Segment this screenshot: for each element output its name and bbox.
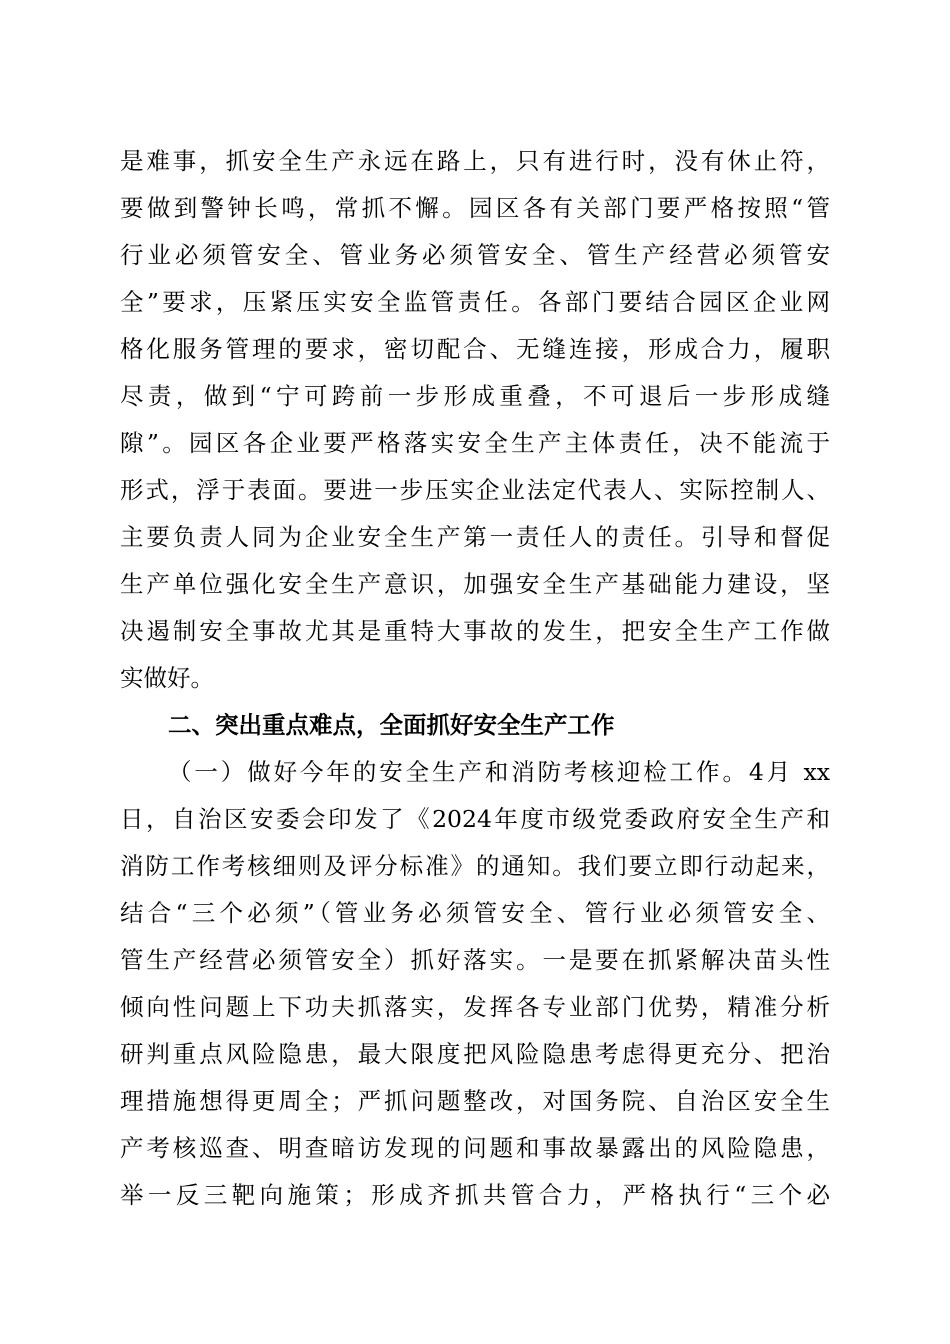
body-line: 要做到警钟长鸣，常抓不懈。园区各有关部门要严格按照“管 bbox=[120, 194, 830, 222]
body-line: 研判重点风险隐患，最大限度把风险隐患考虑得更充分、把治 bbox=[120, 1040, 830, 1068]
body-line: 尽责，做到“宁可跨前一步形成重叠，不可退后一步形成缝 bbox=[120, 382, 830, 410]
subsection-line: （一）做好今年的安全生产和消防考核迎检工作。4月 xx bbox=[168, 758, 830, 786]
body-line: 倾向性问题上下功夫抓落实，发挥各专业部门优势，精准分析 bbox=[120, 993, 830, 1021]
body-line: 决遏制安全事故尤其是重特大事故的发生，把安全生产工作做 bbox=[120, 617, 830, 645]
body-line: 隙”。园区各企业要严格落实安全生产主体责任，决不能流于 bbox=[120, 429, 830, 457]
body-line: 管生产经营必须管安全）抓好落实。一是要在抓紧解决苗头性 bbox=[120, 946, 830, 974]
body-line: 举一反三靶向施策；形成齐抓共管合力，严格执行“三个必 bbox=[120, 1181, 830, 1209]
section-heading: 二、突出重点难点，全面抓好安全生产工作 bbox=[168, 711, 615, 739]
body-line: 是难事，抓安全生产永远在路上，只有进行时，没有休止符， bbox=[120, 147, 830, 175]
body-line: 消防工作考核细则及评分标准》的通知。我们要立即行动起来， bbox=[120, 852, 830, 880]
body-line: 形式，浮于表面。要进一步压实企业法定代表人、实际控制人、 bbox=[120, 476, 830, 504]
body-line: 结合“三个必须”（管业务必须管安全、管行业必须管安全、 bbox=[120, 899, 830, 927]
body-line: 理措施想得更周全；严抓问题整改，对国务院、自治区安全生 bbox=[120, 1087, 830, 1115]
body-line: 产考核巡查、明查暗访发现的问题和事故暴露出的风险隐患， bbox=[120, 1134, 830, 1162]
body-line: 主要负责人同为企业安全生产第一责任人的责任。引导和督促 bbox=[120, 523, 830, 551]
body-line: 日，自治区安委会印发了《2024年度市级党委政府安全生产和 bbox=[120, 805, 830, 833]
body-line: 生产单位强化安全生产意识，加强安全生产基础能力建设，坚 bbox=[120, 570, 830, 598]
document-body bbox=[120, 138, 830, 1219]
body-line: 实做好。 bbox=[120, 664, 214, 692]
body-line: 全”要求，压紧压实安全监管责任。各部门要结合园区企业网 bbox=[120, 288, 830, 316]
body-line: 格化服务管理的要求，密切配合、无缝连接，形成合力，履职 bbox=[120, 335, 830, 363]
body-line: 行业必须管安全、管业务必须管安全、管生产经营必须管安 bbox=[120, 241, 830, 269]
